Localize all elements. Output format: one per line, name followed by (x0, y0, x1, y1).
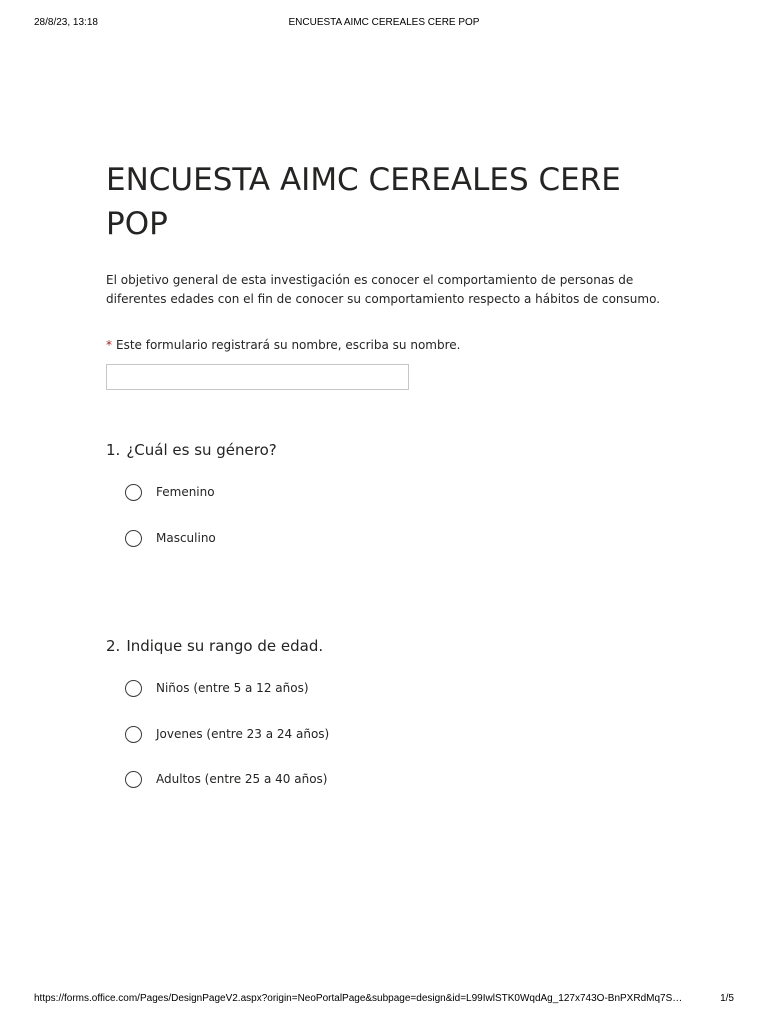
radio-button[interactable] (125, 484, 142, 501)
print-url: https://forms.office.com/Pages/DesignPageV2.aspx?origin=NeoPortalPage&subpage=design&id=L99IwlSTK0WqdAg_127x743O-BnPXRdMq7S… (34, 993, 683, 1004)
name-input[interactable] (106, 364, 409, 390)
print-datetime: 28/8/23, 13:18 (34, 17, 98, 28)
option-label: Adultos (entre 25 a 40 años) (156, 772, 328, 786)
question-number: 1. (106, 441, 121, 459)
option-masculino[interactable] (125, 527, 525, 549)
option-label: Niños (entre 5 a 12 años) (156, 681, 309, 695)
question-text: ¿Cuál es su género? (126, 441, 277, 459)
print-page-number: 1/5 (720, 993, 734, 1004)
print-title: ENCUESTA AIMC CEREALES CERE POP (288, 17, 480, 28)
radio-button[interactable] (125, 680, 142, 697)
option-label: Femenino (156, 485, 215, 499)
question-gender (106, 439, 666, 545)
print-footer (34, 993, 734, 1007)
question-age-range (106, 635, 666, 786)
form-title: ENCUESTA AIMC CEREALES CERE POP (106, 162, 621, 242)
question-number: 2. (106, 637, 121, 655)
option-ninos[interactable] (125, 677, 525, 699)
radio-button[interactable] (125, 726, 142, 743)
question-title (106, 635, 666, 657)
option-label: Jovenes (entre 23 a 24 años) (156, 727, 330, 741)
radio-button[interactable] (125, 771, 142, 788)
radio-button[interactable] (125, 530, 142, 547)
form-description: El objetivo general de esta investigación es conocer el comportamiento de personas de diferentes edades con el fin de conocer su comportamiento respecto a hábitos de consumo. (106, 273, 661, 306)
question-text: Indique su rango de edad. (126, 637, 324, 655)
option-jovenes[interactable] (125, 723, 525, 745)
required-marker: * (106, 338, 112, 352)
name-question-text: Este formulario registrará su nombre, escriba su nombre. (116, 338, 461, 352)
name-question-label (106, 337, 666, 353)
option-adultos[interactable] (125, 768, 525, 790)
print-header (34, 17, 734, 31)
option-femenino[interactable] (125, 481, 525, 503)
option-label: Masculino (156, 531, 216, 545)
question-title (106, 439, 666, 461)
